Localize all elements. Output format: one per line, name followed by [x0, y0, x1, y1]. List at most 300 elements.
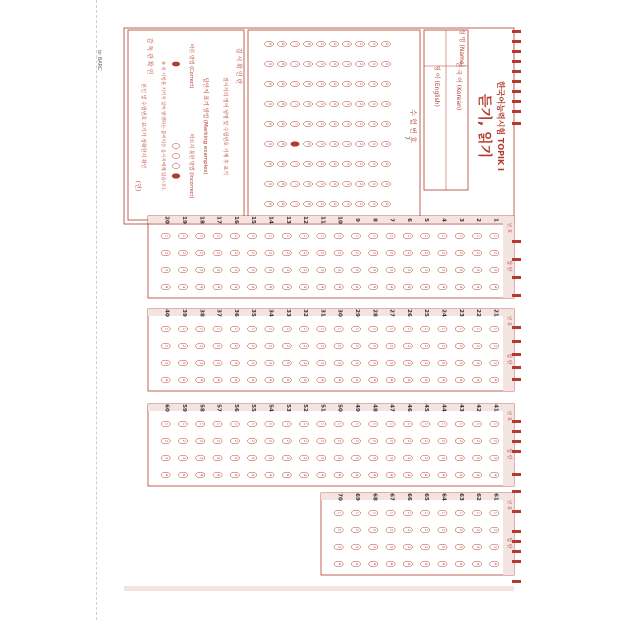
choice-digit: 4	[372, 378, 377, 382]
bubble-digit: 9	[268, 42, 272, 46]
bubble-digit: 7	[294, 162, 298, 166]
incorrect-example	[172, 174, 180, 179]
choice-digit: 1	[268, 234, 273, 238]
question-number: 32	[302, 309, 309, 317]
bubble-digit: 0	[385, 162, 389, 166]
choice-digit: 4	[389, 378, 394, 382]
choice-digit: 1	[406, 327, 411, 331]
choice-digit: 4	[406, 562, 411, 566]
bubble-digit: 4	[333, 102, 337, 106]
timing-mark	[512, 530, 521, 533]
choice-digit: 3	[285, 268, 290, 272]
choice-digit: 1	[424, 422, 429, 426]
choice-digit: 2	[389, 251, 394, 255]
choice-digit: 4	[251, 285, 256, 289]
choice-digit: 2	[458, 344, 463, 348]
choice-digit: 3	[372, 268, 377, 272]
bubble-digit: 8	[281, 82, 285, 86]
timing-marks	[512, 30, 526, 590]
choice-digit: 4	[354, 562, 359, 566]
choice-digit: 3	[303, 361, 308, 365]
choice-digit: 1	[389, 327, 394, 331]
choice-digit: 3	[424, 456, 429, 460]
choice-digit: 4	[164, 378, 169, 382]
choice-digit: 1	[233, 327, 238, 331]
question-number: 31	[319, 309, 326, 317]
timing-mark	[512, 550, 521, 553]
bubble-digit: 5	[320, 182, 324, 186]
answer-header: 답 란	[506, 448, 512, 460]
choice-digit: 2	[389, 439, 394, 443]
bubble-digit: 3	[346, 62, 350, 66]
question-number: 30	[336, 309, 343, 317]
choice-digit: 2	[268, 439, 273, 443]
choice-digit: 3	[406, 361, 411, 365]
bubble-filled	[291, 141, 300, 146]
choice-digit: 1	[458, 234, 463, 238]
bubble-digit: 6	[307, 62, 311, 66]
choice-digit: 2	[372, 528, 377, 532]
choice-digit: 1	[458, 422, 463, 426]
choice-digit: 2	[303, 344, 308, 348]
english-label: 영 어 (English)	[433, 65, 440, 107]
choice-digit: 3	[389, 361, 394, 365]
choice-digit: 3	[216, 268, 221, 272]
bubble-digit: 8	[281, 62, 285, 66]
timing-mark	[512, 580, 521, 583]
bubble-digit: 9	[268, 182, 272, 186]
question-number: 67	[388, 493, 395, 501]
choice-digit: 4	[493, 378, 498, 382]
choice-digit: 2	[389, 344, 394, 348]
question-number: 66	[405, 493, 412, 501]
header-box	[124, 28, 514, 224]
choice-digit: 4	[406, 473, 411, 477]
question-number: 17	[215, 216, 222, 224]
choice-digit: 4	[233, 285, 238, 289]
timing-mark	[512, 294, 521, 297]
choice-digit: 4	[320, 473, 325, 477]
bubble-digit: 7	[294, 182, 298, 186]
bubble-digit: 5	[320, 162, 324, 166]
choice-digit: 1	[251, 327, 256, 331]
choice-digit: 2	[337, 344, 342, 348]
choice-digit: 1	[337, 422, 342, 426]
bottom-band	[124, 586, 514, 591]
choice-digit: 3	[493, 361, 498, 365]
question-number: 63	[457, 493, 464, 501]
choice-digit: 2	[181, 439, 186, 443]
question-number: 46	[405, 404, 412, 412]
choice-digit: 3	[406, 456, 411, 460]
choice-digit: 3	[493, 545, 498, 549]
choice-digit: 2	[458, 439, 463, 443]
choice-digit: 4	[441, 285, 446, 289]
choice-digit: 3	[337, 361, 342, 365]
choice-digit: 2	[372, 344, 377, 348]
choice-digit: 4	[285, 285, 290, 289]
bubble-digit: 9	[268, 82, 272, 86]
choice-digit: 2	[441, 439, 446, 443]
bubble-digit: 9	[268, 122, 272, 126]
question-number: 47	[388, 404, 395, 412]
bubble-digit: 8	[281, 202, 285, 206]
timing-mark	[512, 366, 521, 369]
bubble-digit: 1	[372, 122, 376, 126]
choice-digit: 4	[389, 285, 394, 289]
choice-digit: 1	[372, 234, 377, 238]
question-number: 4	[440, 218, 447, 222]
timing-mark	[512, 450, 521, 453]
choice-digit: 3	[476, 545, 481, 549]
choice-digit: 1	[320, 327, 325, 331]
bubble-digit: 9	[268, 102, 272, 106]
choice-digit: 2	[458, 528, 463, 532]
bubble-digit: 7	[294, 62, 298, 66]
choice-digit: 1	[303, 234, 308, 238]
choice-digit: 1	[251, 234, 256, 238]
choice-digit: 4	[199, 378, 204, 382]
choice-digit: 1	[216, 234, 221, 238]
choice-digit: 1	[406, 234, 411, 238]
choice-digit: 2	[441, 528, 446, 532]
choice-digit: 4	[493, 473, 498, 477]
choice-digit: 4	[268, 473, 273, 477]
question-number: 39	[180, 309, 187, 317]
choice-digit: 1	[424, 234, 429, 238]
choice-digit: 4	[441, 378, 446, 382]
choice-digit: 2	[354, 251, 359, 255]
choice-digit: 2	[372, 439, 377, 443]
bubble-digit: 9	[268, 162, 272, 166]
question-number: 10	[336, 216, 343, 224]
choice-digit: 3	[493, 268, 498, 272]
bubble-digit: 3	[346, 102, 350, 106]
choice-digit: 4	[424, 285, 429, 289]
choice-digit: 4	[372, 562, 377, 566]
question-number: 36	[232, 309, 239, 317]
question-number: 16	[232, 216, 239, 224]
bubble-digit: 7	[294, 82, 298, 86]
timing-mark	[512, 90, 521, 93]
bubble-digit: 2	[359, 102, 363, 106]
choice-digit: 2	[337, 439, 342, 443]
choice-digit: 1	[493, 234, 498, 238]
choice-digit: 3	[199, 268, 204, 272]
choice-digit: 3	[199, 361, 204, 365]
bubble-digit: 9	[268, 202, 272, 206]
question-number: 11	[319, 216, 326, 224]
choice-digit: 3	[181, 268, 186, 272]
question-number: 48	[371, 404, 378, 412]
choice-digit: 4	[476, 473, 481, 477]
bubble-digit: 6	[307, 102, 311, 106]
choice-digit: 4	[476, 562, 481, 566]
choice-digit: 3	[337, 545, 342, 549]
choice-digit: 4	[372, 285, 377, 289]
question-number: 28	[371, 309, 378, 317]
bubble-digit: 1	[372, 182, 376, 186]
choice-digit: 3	[320, 456, 325, 460]
choice-digit: 4	[354, 285, 359, 289]
bubble-digit: 3	[346, 202, 350, 206]
choice-digit: 2	[199, 439, 204, 443]
choice-digit: 2	[476, 251, 481, 255]
choice-digit: 3	[268, 361, 273, 365]
choice-digit: 4	[199, 285, 204, 289]
question-number: 15	[250, 216, 257, 224]
choice-digit: 2	[320, 251, 325, 255]
absent-text: 결시자의 영어 성명 및 수험번호 기재 후 표기	[222, 76, 228, 176]
name-label: 성 명 (Name)	[458, 29, 465, 67]
bubble-digit: 8	[281, 102, 285, 106]
choice-digit: 1	[424, 327, 429, 331]
choice-digit: 1	[354, 327, 359, 331]
choice-digit: 3	[406, 268, 411, 272]
section-title: 듣기, 읽기	[476, 93, 492, 159]
choice-digit: 2	[354, 439, 359, 443]
exam-number-label: 수 험 번 호	[409, 109, 417, 143]
choice-digit: 1	[354, 511, 359, 515]
bubble-digit: 7	[294, 202, 298, 206]
choice-digit: 4	[337, 562, 342, 566]
choice-digit: 1	[181, 234, 186, 238]
choice-digit: 4	[389, 562, 394, 566]
choice-digit: 2	[164, 439, 169, 443]
choice-digit: 4	[337, 473, 342, 477]
choice-digit: 1	[337, 511, 342, 515]
choice-digit: 2	[493, 251, 498, 255]
bubble-digit: 4	[333, 162, 337, 166]
choice-digit: 1	[441, 422, 446, 426]
bubble-digit: 5	[320, 42, 324, 46]
bubble-digit: 6	[307, 82, 311, 86]
bubble-digit: 8	[281, 162, 285, 166]
question-number: 7	[388, 218, 395, 222]
choice-digit: 3	[354, 545, 359, 549]
question-number: 19	[180, 216, 187, 224]
timing-mark	[512, 540, 521, 543]
choice-digit: 2	[268, 251, 273, 255]
choice-digit: 2	[493, 439, 498, 443]
bubble-digit: 0	[385, 62, 389, 66]
choice-digit: 3	[441, 545, 446, 549]
bubble-digit: 8	[281, 42, 285, 46]
bubble-digit: 4	[333, 42, 337, 46]
bubble-digit: 6	[307, 182, 311, 186]
choice-digit: 1	[337, 234, 342, 238]
choice-digit: 1	[424, 511, 429, 515]
question-number: 20	[163, 216, 170, 224]
choice-digit: 4	[164, 473, 169, 477]
choice-digit: 2	[389, 528, 394, 532]
choice-digit: 1	[389, 234, 394, 238]
question-number: 45	[423, 404, 430, 412]
choice-digit: 2	[354, 528, 359, 532]
question-number: 40	[163, 309, 170, 317]
choice-digit: 2	[406, 528, 411, 532]
timing-mark	[512, 276, 521, 279]
choice-digit: 2	[337, 251, 342, 255]
timing-mark	[512, 340, 521, 343]
choice-digit: 1	[476, 234, 481, 238]
choice-digit: 1	[181, 422, 186, 426]
choice-digit: 1	[441, 511, 446, 515]
choice-digit: 3	[372, 456, 377, 460]
choice-digit: 3	[424, 268, 429, 272]
timing-mark	[512, 40, 521, 43]
answer-block	[321, 493, 514, 575]
choice-digit: 3	[216, 456, 221, 460]
question-number: 56	[232, 404, 239, 412]
question-number: 49	[353, 404, 360, 412]
timing-mark	[512, 110, 521, 113]
marking-title: 답안지 표기 방법 (Marking examples)	[202, 77, 208, 175]
choice-digit: 3	[216, 361, 221, 365]
bubble-digit: 5	[320, 82, 324, 86]
choice-digit: 4	[458, 562, 463, 566]
choice-digit: 3	[268, 268, 273, 272]
choice-digit: 1	[354, 234, 359, 238]
bubble-digit: 2	[359, 42, 363, 46]
timing-mark	[512, 490, 521, 493]
question-number: 26	[405, 309, 412, 317]
choice-digit: 4	[337, 285, 342, 289]
choice-digit: 3	[476, 268, 481, 272]
question-number: 29	[353, 309, 360, 317]
timing-mark	[512, 30, 521, 33]
incorrect-example	[172, 154, 180, 159]
choice-digit: 4	[354, 378, 359, 382]
bubble-digit: 4	[333, 62, 337, 66]
choice-digit: 3	[389, 456, 394, 460]
choice-digit: 2	[199, 344, 204, 348]
incorrect-label: 바르지 못한 방법 (Incorrect)	[188, 133, 194, 199]
question-number: 70	[336, 493, 343, 501]
bubble-digit: 2	[359, 62, 363, 66]
warning-note: ※ 위 사항을 지키지 않아 발생하는 불이익은 응시자에게 있습니다.	[160, 61, 165, 191]
question-number: 54	[267, 404, 274, 412]
choice-digit: 2	[164, 344, 169, 348]
choice-digit: 1	[372, 511, 377, 515]
question-number: 35	[250, 309, 257, 317]
choice-digit: 1	[372, 422, 377, 426]
choice-digit: 2	[424, 344, 429, 348]
choice-digit: 2	[424, 528, 429, 532]
choice-digit: 4	[337, 378, 342, 382]
question-number: 34	[267, 309, 274, 317]
choice-digit: 4	[354, 473, 359, 477]
choice-digit: 1	[216, 327, 221, 331]
choice-digit: 2	[406, 439, 411, 443]
bubble-digit: 2	[359, 162, 363, 166]
answer-block-header	[321, 493, 514, 500]
choice-digit: 2	[199, 251, 204, 255]
bubble-digit: 4	[333, 82, 337, 86]
choice-digit: 4	[216, 378, 221, 382]
choice-digit: 1	[164, 234, 169, 238]
question-number: 5	[423, 218, 430, 222]
bubble-digit: 3	[346, 182, 350, 186]
question-number: 43	[457, 404, 464, 412]
choice-digit: 3	[320, 361, 325, 365]
bubble-digit: 0	[385, 182, 389, 186]
bubble-digit: 2	[359, 82, 363, 86]
question-number: 27	[388, 309, 395, 317]
question-number: 13	[284, 216, 291, 224]
question-number: 21	[492, 309, 499, 317]
bubble-digit: 4	[333, 122, 337, 126]
answer-header: 답 란	[506, 537, 512, 549]
incorrect-example	[172, 144, 180, 149]
choice-digit: 3	[233, 361, 238, 365]
choice-digit: 4	[493, 562, 498, 566]
timing-mark	[512, 70, 521, 73]
choice-digit: 4	[181, 378, 186, 382]
choice-digit: 1	[493, 422, 498, 426]
choice-digit: 2	[251, 344, 256, 348]
timing-mark	[512, 50, 521, 53]
choice-digit: 3	[233, 456, 238, 460]
choice-digit: 3	[251, 268, 256, 272]
choice-digit: 3	[320, 268, 325, 272]
choice-digit: 1	[199, 234, 204, 238]
timing-mark	[512, 440, 521, 443]
choice-digit: 3	[354, 456, 359, 460]
choice-digit: 2	[424, 439, 429, 443]
choice-digit: 2	[285, 344, 290, 348]
choice-digit: 1	[164, 422, 169, 426]
choice-digit: 2	[251, 439, 256, 443]
choice-digit: 3	[372, 361, 377, 365]
timing-mark	[512, 326, 521, 329]
bubble-digit: 2	[359, 202, 363, 206]
choice-digit: 1	[476, 511, 481, 515]
choice-digit: 3	[476, 361, 481, 365]
choice-digit: 2	[216, 439, 221, 443]
choice-digit: 4	[493, 285, 498, 289]
bubble-digit: 2	[359, 182, 363, 186]
bubble-digit: 3	[346, 82, 350, 86]
correct-label: 바른 방법 (Correct)	[188, 43, 194, 89]
timing-mark	[512, 473, 521, 476]
choice-digit: 4	[372, 473, 377, 477]
bubble-digit: 1	[372, 142, 376, 146]
question-number: 51	[319, 404, 326, 412]
bubble-digit: 6	[307, 202, 311, 206]
choice-digit: 4	[303, 378, 308, 382]
choice-digit: 3	[181, 456, 186, 460]
number-header: 번 호	[506, 499, 511, 511]
choice-digit: 4	[458, 285, 463, 289]
question-number: 6	[405, 218, 412, 222]
choice-digit: 3	[372, 545, 377, 549]
choice-digit: 4	[458, 473, 463, 477]
choice-digit: 3	[458, 456, 463, 460]
choice-digit: 2	[251, 251, 256, 255]
choice-digit: 3	[285, 456, 290, 460]
question-number: 18	[198, 216, 205, 224]
choice-digit: 1	[303, 422, 308, 426]
choice-digit: 1	[285, 234, 290, 238]
number-header: 번 호	[506, 222, 511, 234]
bubble-digit: 4	[333, 202, 337, 206]
timing-mark	[512, 430, 521, 433]
bubble-digit: 0	[385, 82, 389, 86]
choice-digit: 2	[216, 251, 221, 255]
question-number: 23	[457, 309, 464, 317]
choice-digit: 2	[372, 251, 377, 255]
